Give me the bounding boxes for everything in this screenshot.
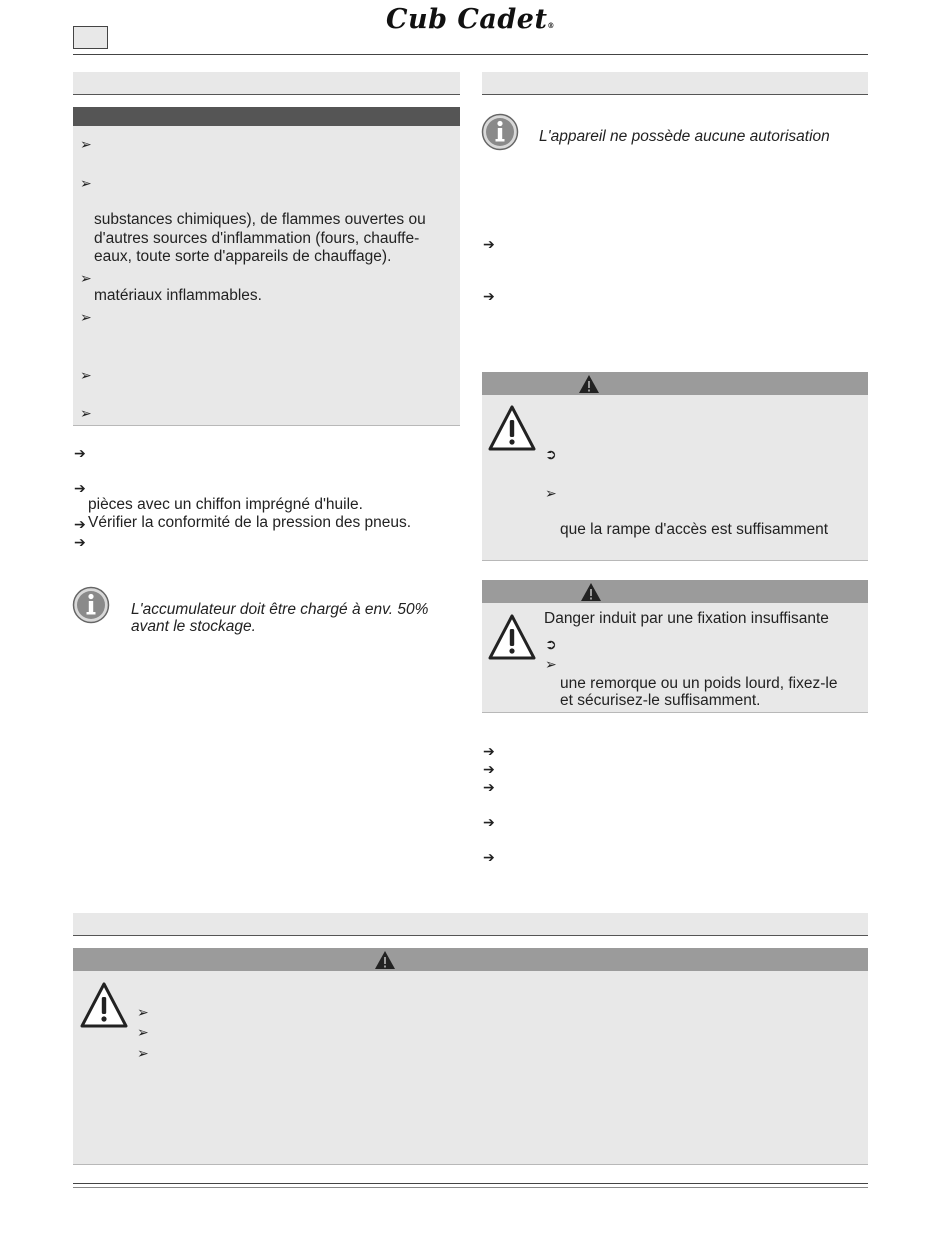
warning-box-bottom-rule: [482, 712, 868, 713]
left-box-bottom-rule: [73, 425, 460, 426]
warning-triangle-icon: [374, 950, 396, 970]
arrow-icon: ➔: [74, 516, 86, 532]
registered-mark: ®: [547, 21, 555, 30]
chevron-icon: ➢: [80, 405, 92, 421]
info-note-line: L'accumulateur doit être chargé à env. 50%: [131, 601, 429, 618]
warning-triangle-icon: [488, 614, 536, 660]
return-arrow-icon: ➲: [545, 636, 557, 652]
warning-box: [73, 971, 868, 1164]
warning-header-bar: [482, 580, 868, 603]
chevron-icon: ➢: [137, 1024, 149, 1040]
warning-title: Danger induit par une fixation insuffisante: [544, 610, 829, 627]
arrow-icon: ➔: [74, 534, 86, 550]
box-text-line: eaux, toute sorte d'appareils de chauffage).: [94, 248, 392, 265]
arrow-icon: ➔: [483, 743, 495, 759]
info-icon: [72, 586, 110, 624]
arrow-icon: ➔: [483, 236, 495, 252]
box-text-line: matériaux inflammables.: [94, 287, 262, 304]
page-number-box: [73, 26, 108, 49]
chevron-icon: ➢: [545, 656, 557, 672]
chevron-icon: ➢: [80, 367, 92, 383]
warning-triangle-icon: [580, 582, 602, 602]
warning-triangle-icon: [578, 374, 600, 394]
return-arrow-icon: ➲: [545, 446, 557, 462]
warning-text-line: que la rampe d'accès est suffisamment: [560, 521, 829, 538]
left-section-header-bar: [73, 72, 460, 95]
brand-logo: Cub Cadet®: [386, 4, 555, 35]
chevron-icon: ➢: [80, 175, 92, 191]
arrow-icon: ➔: [74, 480, 86, 496]
chevron-icon: ➢: [80, 309, 92, 325]
arrow-icon: ➔: [483, 849, 495, 865]
left-box-title-bar: [73, 107, 460, 126]
info-note-line: L'appareil ne possède aucune autorisation: [539, 128, 830, 145]
chevron-icon: ➢: [80, 270, 92, 286]
arrow-icon: ➔: [483, 288, 495, 304]
box-text-line: d'autres sources d'inflammation (fours, chauffe-: [94, 230, 420, 247]
warning-text-line: une remorque ou un poids lourd, fixez-le: [560, 675, 838, 692]
warning-box-bottom-rule: [482, 560, 868, 561]
box-text-line: substances chimiques), de flammes ouvertes ou: [94, 211, 426, 228]
warning-triangle-icon: [80, 982, 128, 1028]
bottom-section-header-bar: [73, 913, 868, 936]
arrow-icon: ➔: [483, 814, 495, 830]
chevron-icon: ➢: [137, 1045, 149, 1061]
chevron-icon: ➢: [80, 136, 92, 152]
info-note-line: avant le stockage.: [131, 618, 256, 635]
warning-header-bar: [73, 948, 868, 971]
arrow-icon: ➔: [483, 761, 495, 777]
chevron-icon: ➢: [137, 1004, 149, 1020]
header-rule: [73, 54, 868, 55]
warning-text-line: et sécurisez-le suffisamment.: [560, 692, 761, 709]
chevron-icon: ➢: [545, 485, 557, 501]
arrow-icon: ➔: [483, 779, 495, 795]
info-icon: [481, 113, 519, 151]
warning-header-bar: [482, 372, 868, 395]
footer-rule: [73, 1183, 868, 1184]
step-text: pièces avec un chiffon imprégné d'huile.: [88, 496, 363, 513]
arrow-icon: ➔: [74, 445, 86, 461]
warning-triangle-icon: [488, 405, 536, 451]
right-section-header-bar: [482, 72, 868, 95]
step-text: Vérifier la conformité de la pression des pneus.: [88, 514, 412, 531]
left-safety-box: [73, 126, 460, 425]
footer-rule-thin: [73, 1187, 868, 1188]
warning-box-bottom-rule: [73, 1164, 868, 1165]
